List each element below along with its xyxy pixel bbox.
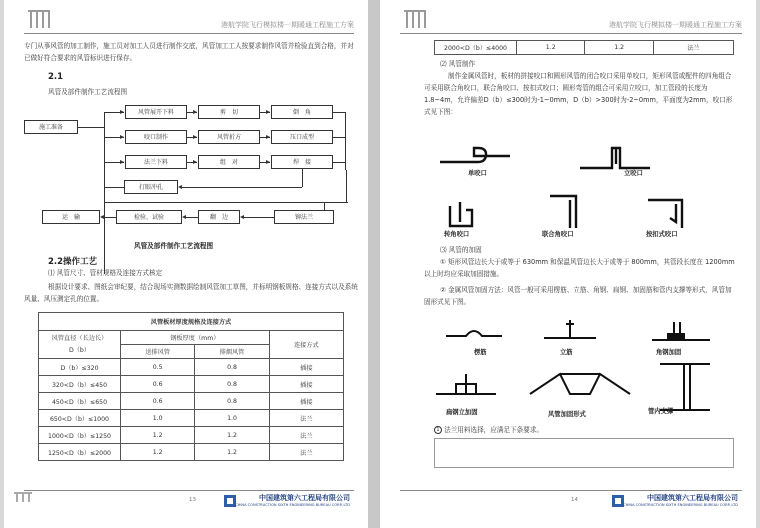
- pittsburgh-seam-drawing: [550, 196, 576, 228]
- flat-bar-drawing: [436, 374, 496, 394]
- header-title: 港航学院飞行模拟楼一期暖通工程施工方案: [221, 21, 354, 29]
- table-col3-head: 连接方式: [269, 331, 343, 359]
- circled-number-icon: 1: [434, 426, 442, 434]
- table-row: 1250<D（b）≤2000 1.2 1.2 法兰: [39, 444, 344, 461]
- company-name: 中国建筑第六工程局有限公司: [259, 494, 350, 502]
- company-name-en: CHINA CONSTRUCTION SIXTH ENGINEERING BUREAU CORP.,LTD: [235, 503, 350, 507]
- label-corner-seam: 转角咬口: [444, 231, 470, 238]
- angle-drawing: [652, 322, 710, 340]
- table-col2a-head: 送排风管: [121, 345, 195, 359]
- table-row: 1000<D（b）≤1250 1.2 1.2 法兰: [39, 427, 344, 444]
- page-footer: [24, 490, 354, 512]
- label-flat-bar: 扁钢立加固: [446, 409, 478, 416]
- para2-text: 制作金属风管时，板材的拼接咬口和圆形风管的闭合咬口采用单咬口，矩形风管或配件的四角组合可采用联合角咬口，联合角咬口、按扣式咬口；圆形弯管的组合可采用立咬口，加工管段的长度为1.8~4m，允许偏差D（b）≤300时为-1~0mm，D（b）>300时为-2~0mm，平面度为2mm，咬口形式见下图：: [424, 72, 733, 116]
- table-title: 风管板材厚度规格及连接方式: [39, 313, 344, 331]
- single-seam-drawing: [440, 148, 510, 162]
- para3b-text: ② 金属风管加固方法：风管一般可采用楞筋、立筋、角钢、扁钢、加固筋和管内支撑等形式，风管加固形式见下图。: [424, 286, 732, 306]
- para1-text: 根据设计要求、图纸会审纪要，结合现场实测数据绘制风管加工草图，并标明钢板规格、连接方式以及系统风量、风压测定孔的位置。: [24, 283, 358, 303]
- flow-r4-c3: 翻 边: [198, 210, 240, 224]
- page-number: 13: [189, 497, 196, 503]
- page-number: 14: [571, 497, 578, 503]
- table-col2-head: 钢板厚度（mm）: [121, 331, 270, 345]
- flow-r1-c1: 风管展开下料: [125, 105, 187, 119]
- thickness-table: [38, 312, 344, 461]
- label-standing-seam: 立咬口: [624, 170, 643, 177]
- header-title: 港航学院飞行模拟楼一期暖通工程施工方案: [609, 21, 742, 29]
- page-header: [24, 8, 354, 34]
- flow-r2-c3: 压口成型: [271, 130, 333, 144]
- label-angle: 角钢加固: [656, 349, 682, 356]
- item1-text: ⑴ 风管尺寸、管材规格及连接方式核定: [48, 269, 163, 277]
- left-page: [4, 0, 368, 528]
- label-single-seam: 单咬口: [468, 170, 487, 177]
- flow-rivet: 打眼冲孔: [124, 180, 178, 194]
- rib-drawing: [446, 331, 502, 336]
- table-row: D（b）≤320 0.5 0.8 插接: [39, 359, 344, 376]
- table-row: 2000<D（b）≤4000 1.2 1.2 法兰: [435, 41, 734, 55]
- flow-r4-c4: 铆法兰: [274, 210, 334, 224]
- snap-lock-seam-drawing: [648, 200, 682, 228]
- item3-text: ⑶ 风管的加固: [440, 246, 482, 254]
- note-text: 1 法兰用料选择，应满足下条要求。: [434, 424, 543, 436]
- flow-r1-c2: 剪 切: [198, 105, 260, 119]
- standing-seam-drawing: [580, 148, 650, 168]
- thickness-table-continued: [434, 40, 734, 55]
- section-2-1-heading: 2.1: [48, 72, 64, 82]
- table-row: 320<D（b）≤450 0.6 0.8 插接: [39, 376, 344, 393]
- header-logo-icon: [404, 8, 426, 30]
- company-name: 中国建筑第六工程局有限公司: [647, 494, 738, 502]
- flow-r3-c1: 法兰下料: [125, 155, 187, 169]
- header-logo-icon: [28, 8, 50, 30]
- blank-note-box: [434, 438, 734, 468]
- flow-title: 风管及部件制作工艺流程图: [48, 88, 128, 96]
- standing-rib-drawing: [544, 320, 596, 338]
- para3a-text: ① 矩形风管边长大于或等于 630mm 和保温风管边长大于或等于 800mm，其管段长度在 1200mm 以上时均应采取加固措施。: [424, 258, 735, 278]
- label-inner-support: 管内支撑: [648, 408, 674, 415]
- flow-start: 施工准备: [24, 120, 78, 134]
- label-pittsburgh-seam: 联合角咬口: [542, 231, 574, 238]
- label-rib: 楞筋: [474, 349, 487, 356]
- intro-paragraph: 专门从事风管的加工制作，施工员对加工人员进行制作交底，风管加工工人按要求制作风管并检验直到合格，并对已做好符合要求的风管标识进行保存。: [24, 42, 354, 62]
- right-page: [380, 0, 756, 528]
- page-footer: [400, 490, 742, 512]
- table-col2b-head: 排烟风管: [195, 345, 269, 359]
- flow-r2-c1: 咬口制作: [125, 130, 187, 144]
- flow-r4-c1: 运 输: [42, 210, 100, 224]
- table-row: 450<D（b）≤650 0.6 0.8 插接: [39, 393, 344, 410]
- duct-form-drawing: [530, 374, 630, 394]
- flow-r2-c2: 风管折方: [198, 130, 260, 144]
- company-name-en: CHINA CONSTRUCTION SIXTH ENGINEERING BUREAU CORP.,LTD: [623, 503, 738, 507]
- section-2-2-heading: 2.2操作工艺: [48, 257, 98, 267]
- inner-support-drawing: [660, 364, 710, 410]
- flow-r3-c2: 组 对: [198, 155, 260, 169]
- flow-r4-c2: 检验、试验: [116, 210, 182, 224]
- label-snap-lock-seam: 按扣式咬口: [646, 231, 678, 238]
- flow-r3-c3: 焊 接: [271, 155, 333, 169]
- label-standing-rib: 立筋: [560, 349, 573, 356]
- table-col1-head: 风管直径（长边长） D（b）: [39, 331, 121, 359]
- page-header: [400, 8, 742, 34]
- label-duct-form: 风管加固形式: [548, 411, 586, 418]
- flow-caption: 风管及部件制作工艺流程图: [134, 242, 214, 250]
- flow-r1-c3: 倒 角: [271, 105, 333, 119]
- item2-text: ⑵ 风管制作: [440, 60, 476, 68]
- corner-seam-drawing: [450, 202, 472, 226]
- table-row: 650<D（b）≤1000 1.0 1.0 法兰: [39, 410, 344, 427]
